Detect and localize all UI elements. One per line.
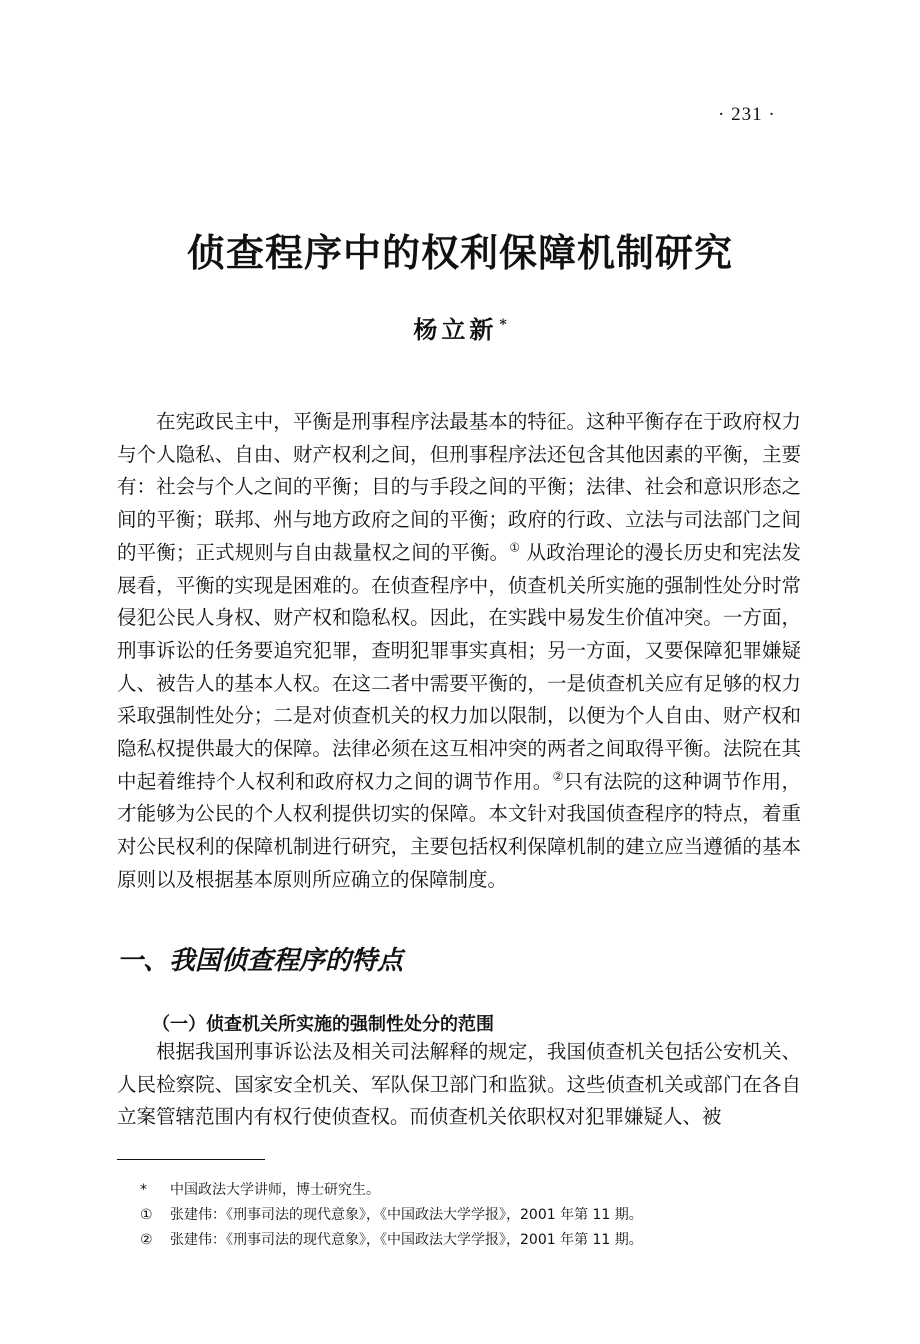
footnote-mark: ① (140, 1207, 153, 1223)
author-name: 杨立新 (413, 315, 498, 344)
intro-paragraph (117, 406, 801, 897)
intro-text-part3: 只有法院的这种调节作用，才能够为公民的个人权利提供切实的保障。本文针对我国侦查程序的特点，着重对公民权利的保障机制进行研究，主要包括权利保障机制的建立应当遵循的基本原则以及根据基本原则所应确立的保障制度。 (117, 769, 801, 891)
author-line (0, 310, 920, 345)
footnote-text: 张建伟：《刑事司法的现代意象》，《中国政法大学学报》，2001 年第 11 期。 (170, 1207, 643, 1223)
footnote-mark: * (140, 1182, 147, 1198)
footnote-ref-2: ② (552, 769, 564, 784)
footnote-2 (140, 1228, 800, 1253)
footnote-text: 张建伟：《刑事司法的现代意象》，《中国政法大学学报》，2001 年第 11 期。 (170, 1232, 643, 1248)
intro-text-part2: 从政治理论的漫长历史和宪法发展看，平衡的实现是困难的。在侦查程序中，侦查机关所实施的强制性处分时常侵犯公民人身权、财产权和隐私权。因此，在实践中易发生价值冲突。一方面，刑事诉讼的任务要追究犯罪，查明犯罪事实真相；另一方面，又要保障犯罪嫌疑人、被告人的基本人权。在这二者中需要平衡的，一是侦查机关应有足够的权力采取强制性处分；二是对侦查机关的权力加以限制，以便为个人自由、财产权和隐私权提供最大的保障。法律必须在这互相冲突的两者之间取得平衡。法院在其中起着维持个人权利和政府权力之间的调节作用。 (117, 540, 801, 793)
page-number: · 231 · (718, 104, 776, 125)
section-heading: 一、我国侦查程序的特点 (117, 946, 404, 976)
footnote-mark: ② (140, 1232, 153, 1248)
footnotes (140, 1178, 800, 1253)
footnote-ref-1: ① (509, 540, 521, 555)
intro-text-part1: 在宪政民主中，平衡是刑事程序法最基本的特征。这种平衡存在于政府权力与个人隐私、自由、财产权利之间，但刑事程序法还包含其他因素的平衡，主要有：社会与个人之间的平衡；目的与手段之间的平衡；法律、社会和意识形态之间的平衡；联邦、州与地方政府之间的平衡；政府的行政、立法与司法部门之间的平衡；正式规则与自由裁量权之间的平衡。 (117, 410, 801, 564)
footnote-author (140, 1178, 800, 1203)
footnote-divider (117, 1159, 265, 1160)
section-paragraph: 根据我国刑事诉讼法及相关司法解释的规定，我国侦查机关包括公安机关、人民检察院、国家安全机关、军队保卫部门和监狱。这些侦查机关或部门在各自立案管辖范围内有权行使侦查权。而侦查机关依职权对犯罪嫌疑人、被 (117, 1040, 801, 1129)
footnote-text: 中国政法大学讲师，博士研究生。 (170, 1182, 380, 1198)
footnote-1 (140, 1203, 800, 1228)
subsection-heading: （一）侦查机关所实施的强制性处分的范围 (152, 1014, 494, 1035)
author-footnote-mark: * (499, 317, 507, 333)
article-title: 侦查程序中的权利保障机制研究 (186, 230, 733, 275)
